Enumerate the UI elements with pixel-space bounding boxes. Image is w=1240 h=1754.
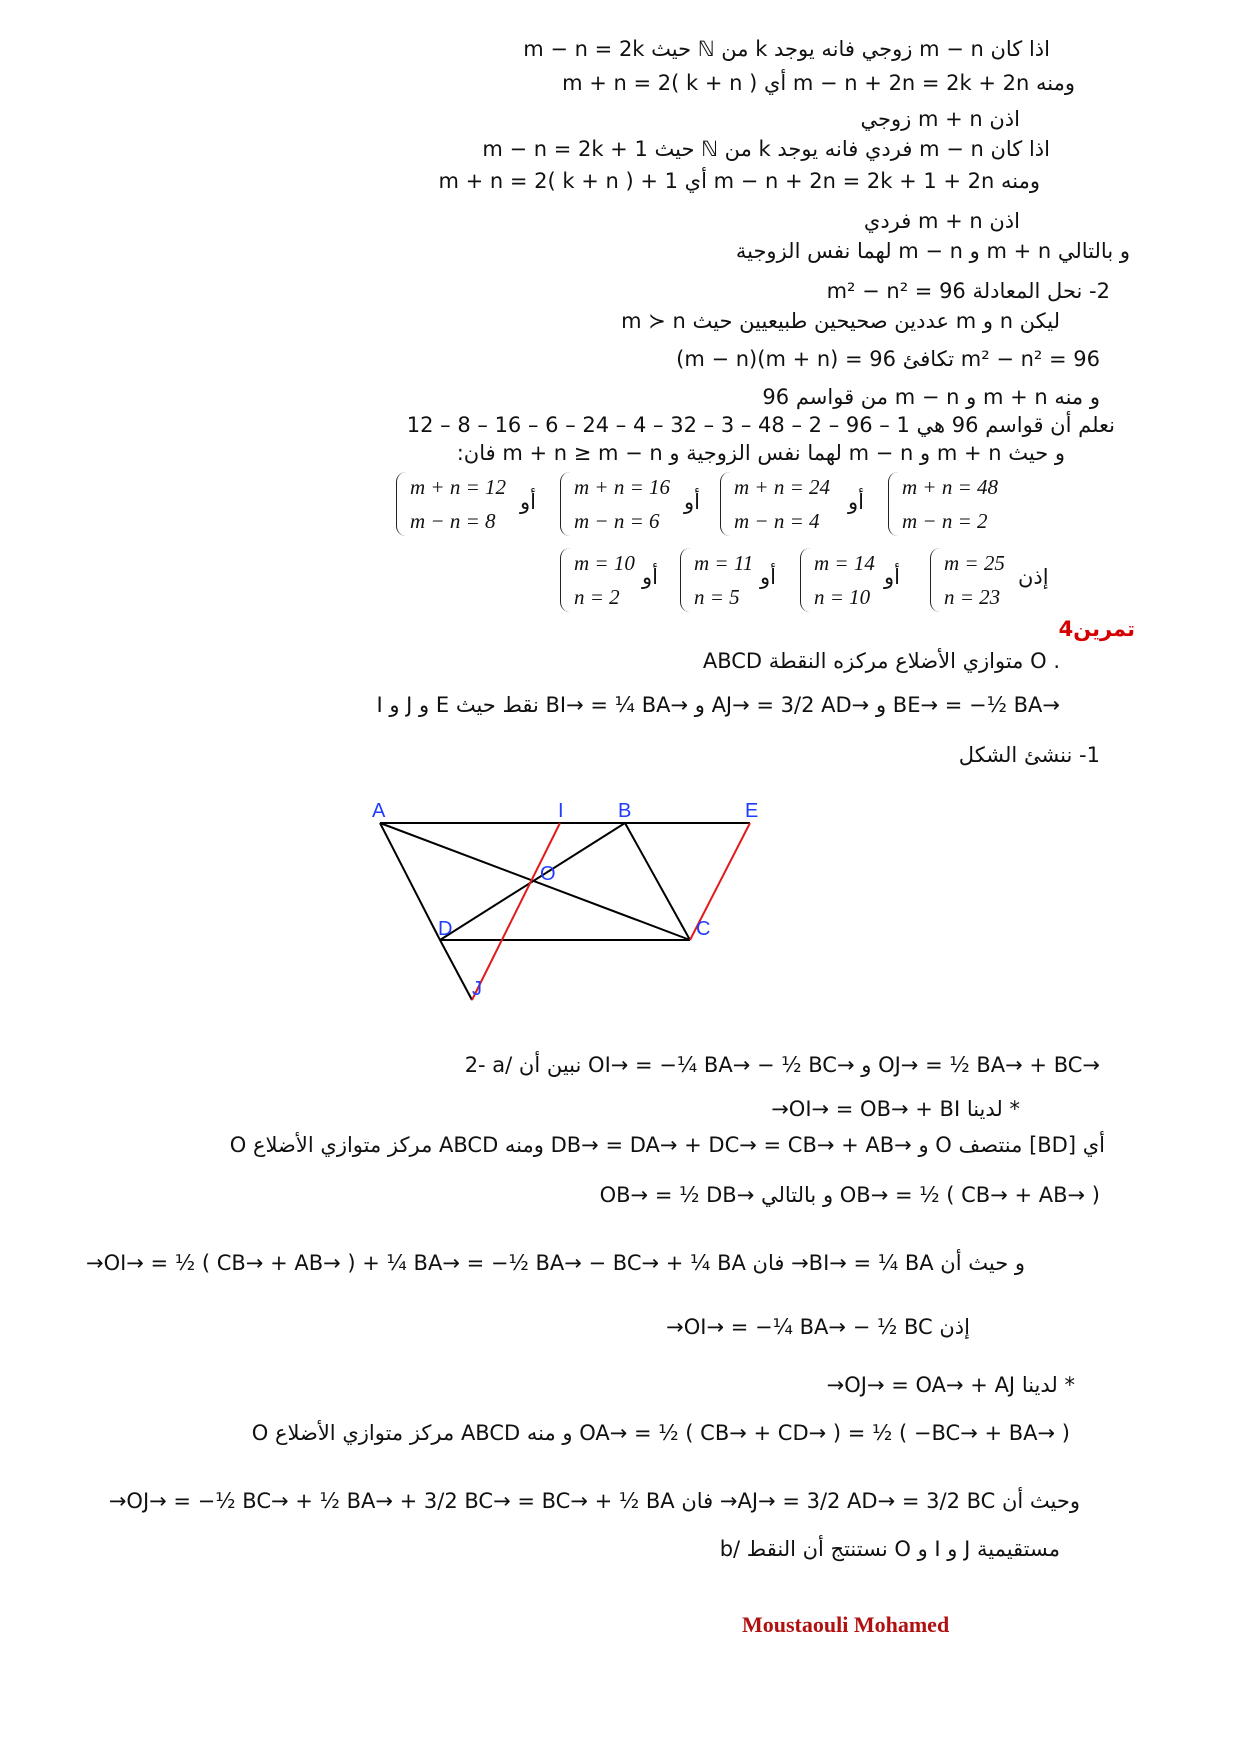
exercise-4-title: تمرين4	[1058, 617, 1135, 641]
label-C: C	[696, 918, 711, 940]
line-22: إذن OI→ = −¼ BA→ − ½ BC→	[666, 1315, 970, 1339]
label-A: A	[372, 800, 386, 822]
label-D: D	[438, 918, 453, 940]
line-11: و منه m + n و m − n من قواسم 96	[762, 385, 1100, 409]
parallelogram-figure	[360, 790, 800, 1022]
line-5: ومنه m − n + 2n = 2k + 1 + 2n أي m + n = 2( k + n ) + 1	[438, 169, 1040, 193]
line-4: اذا كان m − n فردي فانه يوجد k من ℕ حيث m − n = 2k + 1	[482, 137, 1050, 161]
line-18: * لدينا OI→ = OB→ + BI→	[771, 1097, 1020, 1121]
line-19: O مركز متوازي الأضلاع ABCD ومنه DB→ = DA→ + DC→ = CB→ + AB→ و O منتصف [BD] أي	[229, 1133, 1105, 1157]
therefore-label: إذن	[1018, 565, 1049, 589]
line-15: I و J و E نقط حيث BI→ = ¼ BA→ و AJ→ = 3/2 AD→ و BE→ = −½ BA→	[376, 693, 1060, 717]
label-O: O	[540, 863, 556, 885]
label-J: J	[472, 978, 482, 1000]
line-20: OB→ = ½ DB→ و بالتالي OB→ = ½ ( CB→ + AB→ )	[599, 1183, 1100, 1207]
label-E: E	[745, 800, 759, 822]
line-17: 2- a/ نبين أن OI→ = −¼ BA→ − ½ BC→ و OJ→ = ½ BA→ + BC→	[464, 1053, 1100, 1077]
line-26: b/ نستنتج أن النقط O و I و J مستقيمية	[719, 1537, 1060, 1561]
line-21: و حيث أن BI→ = ¼ BA→ فان OI→ = ½ ( CB→ + AB→ ) + ¼ BA→ = −½ BA→ − BC→ + ¼ BA→	[85, 1251, 1025, 1275]
line-9: ليكن n و m عددين صحيحين طبيعيين حيث m ≻ n	[621, 309, 1060, 333]
line-14: ABCD متوازي الأضلاع مركزه النقطة O .	[702, 649, 1060, 673]
line-2: ومنه m − n + 2n = 2k + 2n أي m + n = 2( k + n )	[562, 71, 1075, 95]
line-1: اذا كان m − n زوجي فانه يوجد k من ℕ حيث m − n = 2k	[523, 37, 1050, 61]
or-label: أو	[642, 565, 658, 589]
line-24: O مركز متوازي الأضلاع ABCD و منه OA→ = ½ ( CB→ + CD→ ) = ½ ( −BC→ + BA→ )	[251, 1421, 1070, 1445]
line-3: اذن m + n زوجي	[860, 107, 1020, 131]
line-13: و حيث m + n و m − n لهما نفس الزوجية و m + n ≥ m − n فان:	[456, 441, 1065, 465]
line-25: وحيث أن AJ→ = 3/2 AD→ = 3/2 BC→ فان OJ→ = −½ BC→ + ½ BA→ + 3/2 BC→ = BC→ + ½ BA→	[108, 1489, 1080, 1513]
line-6: اذن m + n فردي	[863, 209, 1020, 233]
line-12: نعلم أن قواسم 96 هي 1 – 96 – 2 – 48 – 3 – 32 – 4 – 24 – 6 – 16 – 8 – 12	[406, 413, 1115, 437]
or-label: أو	[684, 490, 700, 514]
line-7: و بالتالي m + n و m − n لهما نفس الزوجية	[735, 239, 1130, 263]
or-label: أو	[520, 490, 536, 514]
line-23: * لدينا OJ→ = OA→ + AJ→	[826, 1373, 1075, 1397]
or-label: أو	[884, 565, 900, 589]
line-8: 2- نحل المعادلة m² − n² = 96	[826, 279, 1110, 303]
line-16: 1- ننشئ الشكل	[958, 743, 1100, 767]
label-B: B	[618, 800, 632, 822]
or-label: أو	[760, 565, 776, 589]
author-signature: Moustaouli Mohamed	[742, 1612, 950, 1637]
line-10: (m − n)(m + n) = 96 تكافئ m² − n² = 96	[676, 347, 1100, 371]
or-label: أو	[848, 490, 864, 514]
label-I: I	[558, 800, 564, 822]
